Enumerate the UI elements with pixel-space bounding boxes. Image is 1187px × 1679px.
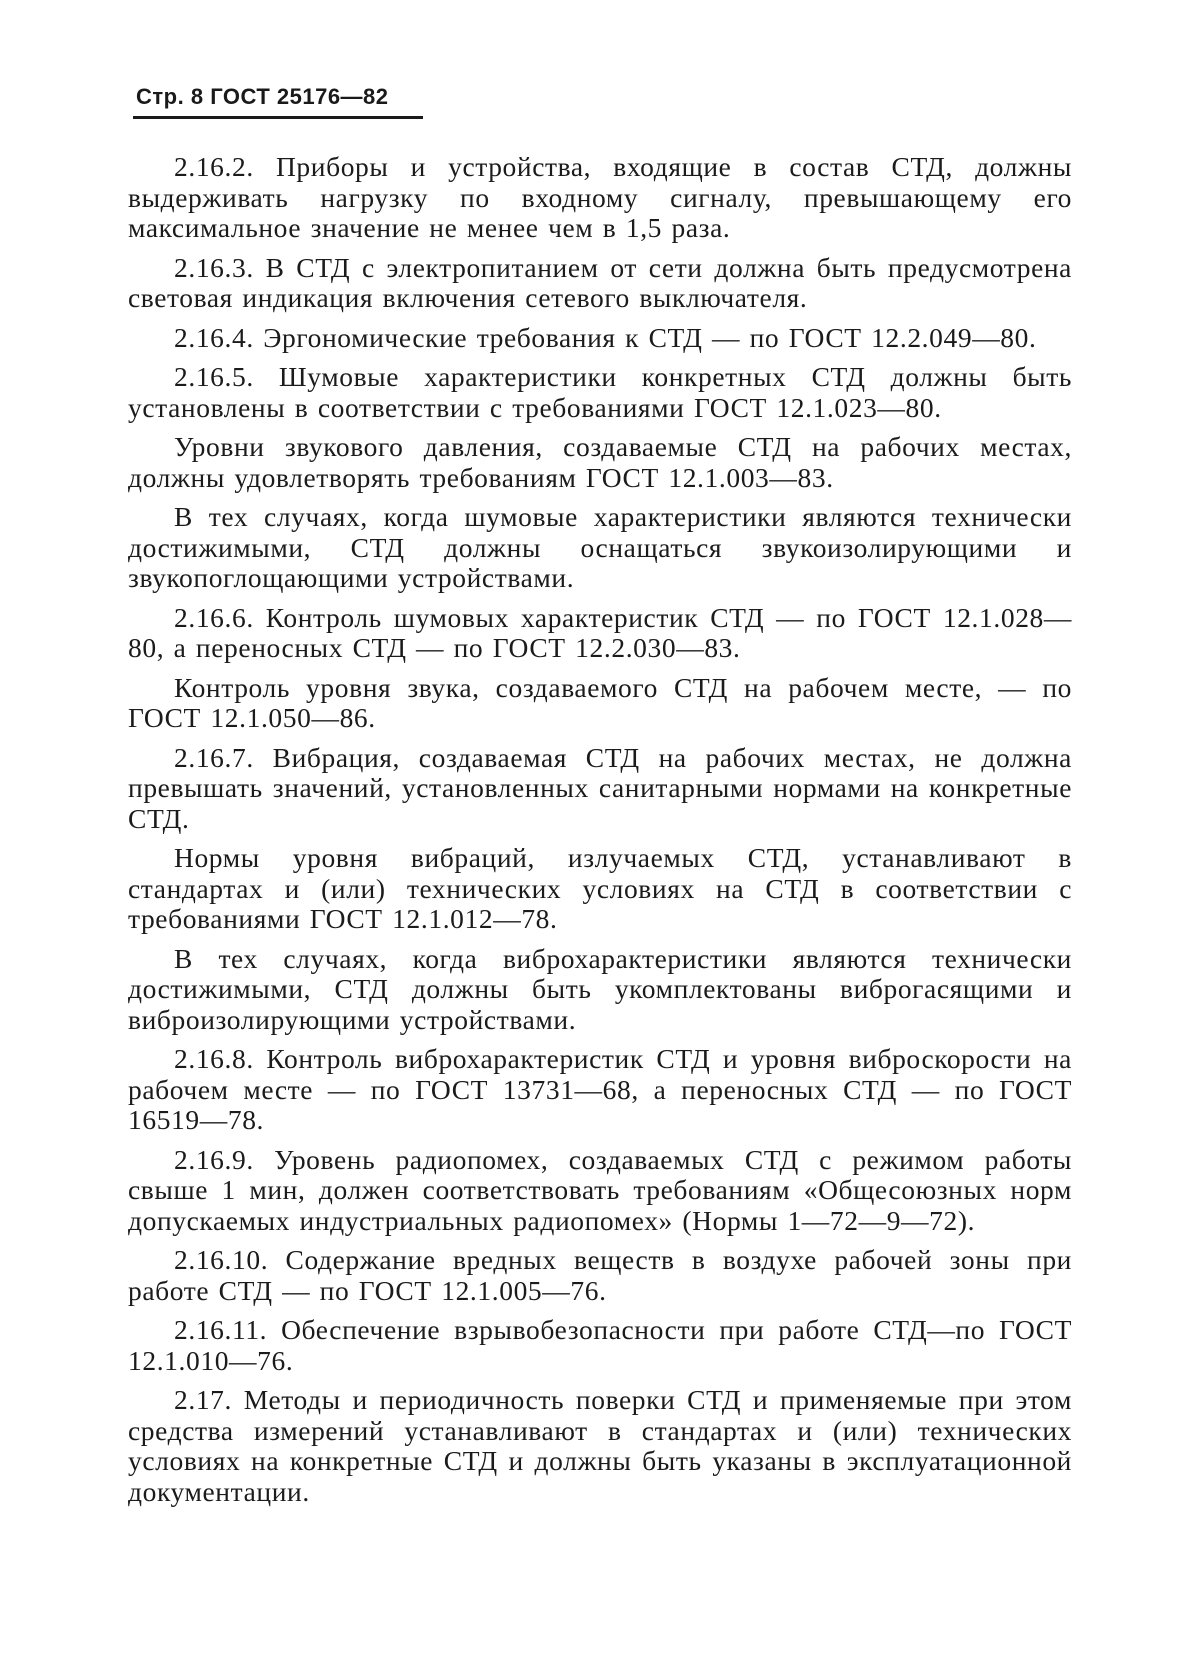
- clause-2-16-7-vibration-isolation: В тех случаях, когда виброхарактеристики являются технически достижимыми, СТД должны быть укомплектованы виброгасящими и виброизолирующими устройствами.: [128, 942, 1072, 1035]
- clause-2-16-7: 2.16.7. Вибрация, создаваемая СТД на рабочих местах, не должна превышать значений, установленных санитарными нормами на конкретные СТД.: [128, 741, 1072, 834]
- clause-2-16-4: 2.16.4. Эргономические требования к СТД — по ГОСТ 12.2.049—80.: [174, 321, 1037, 353]
- page-number-label: Стр. 8: [136, 84, 204, 109]
- clause-2-16-11: 2.16.11. Обеспечение взрывобезопасности при работе СТД—по ГОСТ 12.1.010—76.: [128, 1314, 1072, 1376]
- clause-2-16-10: 2.16.10. Содержание вредных веществ в воздухе рабочей зоны при работе СТД — по ГОСТ 12.1.005—76.: [128, 1244, 1072, 1306]
- clause-2-16-3: 2.16.3. В СТД с электропитанием от сети должна быть предусмотрена световая индикация включения сетевого выключателя.: [128, 251, 1072, 313]
- clause-2-16-5-noise-insulation: В тех случаях, когда шумовые характеристики являются технически достижимыми, СТД должны оснащаться звукоизолирующими и звукопоглощающими устройствами.: [128, 501, 1072, 593]
- clause-2-16-5: 2.16.5. Шумовые характеристики конкретных СТД должны быть установлены в соответствии с требованиями ГОСТ 12.1.023—80.: [128, 361, 1072, 423]
- clause-2-16-9: 2.16.9. Уровень радиопомех, создаваемых СТД с режимом работы свыше 1 мин, должен соответствовать требованиям «Общесоюзных норм допускаемых индустриальных радиопомех» (Нормы 1—72—9—72).: [128, 1143, 1072, 1236]
- standard-number: ГОСТ 25176—82: [210, 84, 389, 109]
- clause-2-16-7-vibration-norms: Нормы уровня вибраций, излучаемых СТД, устанавливают в стандартах и (или) технических условиях на СТД в соответствии с требованиями ГОСТ 12.1.012—78.: [128, 842, 1072, 934]
- clause-2-16-8: 2.16.8. Контроль виброхарактеристик СТД и уровня виброскорости на рабочем месте — по ГОСТ 13731—68, а переносных СТД — по ГОСТ 16519—78.: [128, 1043, 1072, 1135]
- header-rule: [133, 116, 423, 119]
- clause-2-16-6: 2.16.6. Контроль шумовых характеристик СТД — по ГОСТ 12.1.028—80, а переносных СТД — по ГОСТ 12.2.030—83.: [128, 601, 1072, 663]
- clause-2-16-2: 2.16.2. Приборы и устройства, входящие в состав СТД, должны выдерживать нагрузку по входному сигналу, превышающему его максимальное значение не менее чем в 1,5 раза.: [128, 151, 1072, 243]
- running-header: [136, 84, 418, 110]
- clause-2-16-5-noise-levels: Уровни звукового давления, создаваемые СТД на рабочих местах, должны удовлетворять требованиям ГОСТ 12.1.003—83.: [128, 431, 1072, 493]
- document-body: [128, 152, 1072, 1507]
- clause-2-16-6-sound-control: Контроль уровня звука, создаваемого СТД на рабочем месте, — по ГОСТ 12.1.050—86.: [128, 671, 1072, 733]
- clause-2-17: 2.17. Методы и периодичность поверки СТД и применяемые при этом средства измерений устанавливают в стандартах и (или) технических условиях на конкретные СТД и должны быть указаны в эксплуатационной документации.: [128, 1384, 1072, 1507]
